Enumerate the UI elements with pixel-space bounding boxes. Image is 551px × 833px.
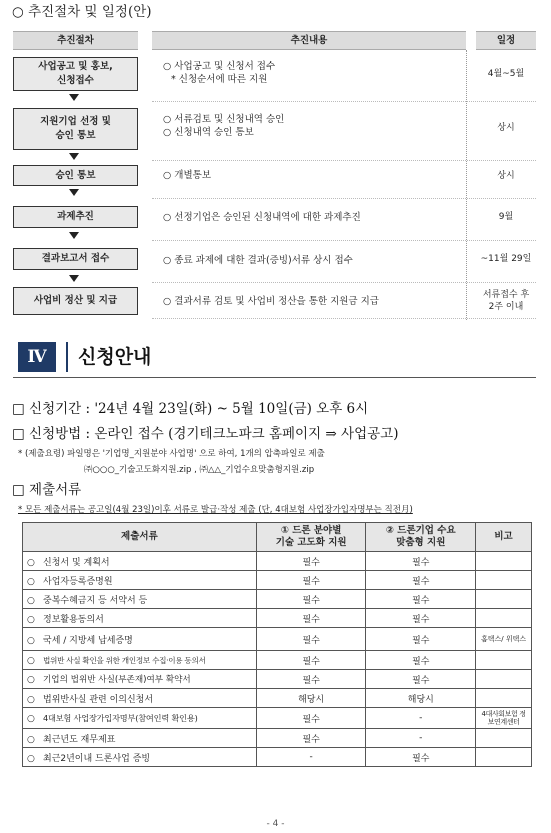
step-box-5: [13, 248, 138, 270]
col2-cell: 필수: [366, 552, 476, 571]
col1-cell: 필수: [256, 651, 366, 670]
doc-name: 4대보험 사업장가입자명부(참여인력 확인용): [43, 712, 198, 723]
col1-cell: 필수: [256, 590, 366, 609]
step-2-content-line2: ○ 신청내역 승인 통보: [163, 127, 254, 138]
remark-cell: [476, 670, 532, 689]
step-2-line2: 승인 통보: [55, 130, 96, 141]
col1-cell: 해당시: [256, 689, 366, 708]
doc-name: 국세 / 지방세 납세증명: [43, 635, 133, 646]
application-method: □ 신청방법 : 온라인 접수 (경기테크노파크 홈페이지 ⇒ 사업공고): [12, 426, 399, 442]
schedule-separator: [466, 50, 467, 320]
step-box-3: [13, 165, 138, 186]
doc-name: 법위반 사실 확인을 위한 개인정보 수집·이용 동의서: [43, 655, 206, 665]
row-divider: [152, 160, 536, 161]
header-col1-line2: 기술 고도화 지원: [275, 537, 347, 548]
step-1-line1: 사업공고 및 홍보,: [38, 61, 113, 72]
step-4-line1: 과제추진: [57, 211, 94, 222]
table-row: [23, 708, 532, 729]
step-2-content-line1: ○ 서류검토 및 신청내역 승인: [163, 114, 285, 125]
remark-cell: [476, 552, 532, 571]
remark-cell: 4대사회보험 정보연계센터: [476, 708, 532, 729]
doc-name: 중복수혜금지 등 서약서 등: [43, 595, 148, 606]
down-arrow-icon: [69, 153, 79, 160]
col1-cell: 필수: [256, 670, 366, 689]
down-arrow-icon: [69, 275, 79, 282]
col2-cell: 해당시: [366, 689, 476, 708]
step-5-schedule: ~11월 29일: [480, 254, 532, 264]
step-5-content: ○ 종료 과제에 대한 결과(증빙)서류 상시 접수: [163, 255, 353, 266]
col1-cell: 필수: [256, 628, 366, 651]
down-arrow-icon: [69, 232, 79, 239]
step-5-line1: 결과보고서 접수: [41, 253, 110, 264]
remark-cell: [476, 590, 532, 609]
table-row: [23, 748, 532, 767]
step-4-content: ○ 선정기업은 승인된 신청내역에 대한 과제추진: [163, 212, 361, 223]
doc-name: 기업의 법위반 사실(부존재)여부 확약서: [43, 675, 191, 685]
table-row: [23, 552, 532, 571]
step-box-4: [13, 206, 138, 228]
down-arrow-icon: [69, 189, 79, 196]
doc-name-cell: ○ 국세 / 지방세 납세증명: [23, 628, 257, 651]
col1-cell: 필수: [256, 729, 366, 748]
doc-name: 사업자등록증명원: [43, 576, 113, 587]
remark-cell: [476, 651, 532, 670]
section-underline: [13, 377, 536, 378]
table-row: [23, 689, 532, 708]
step-2-content: [163, 113, 284, 139]
header-col2-line2: 맞춤형 지원: [396, 537, 446, 548]
doc-name-cell: ○ 4대보험 사업장가입자명부(참여인력 확인용): [23, 708, 257, 729]
step-1-content: [163, 60, 275, 86]
step-6-schedule-line1: 서류접수 후: [482, 290, 530, 300]
col2-cell: 필수: [366, 748, 476, 767]
row-divider: [152, 318, 536, 319]
remark-cell: [476, 609, 532, 628]
remark-cell: 홈택스/ 위택스: [476, 628, 532, 651]
step-6-line1: 사업비 정산 및 지급: [33, 295, 118, 306]
doc-name-cell: ○ 법위반사실 관련 이의신청서: [23, 689, 257, 708]
remark-cell: [476, 571, 532, 590]
row-divider: [152, 240, 536, 241]
step-3-content: ○ 개별통보: [163, 170, 212, 181]
doc-name-cell: ○ 법위반 사실 확인을 위한 개인정보 수집·이용 동의서: [23, 651, 257, 670]
header-col1-line1: ① 드론 분야별: [280, 525, 342, 536]
doc-name-cell: ○ 최근2년이내 드론사업 증빙: [23, 748, 257, 767]
remark-cell: [476, 748, 532, 767]
step-2-line1: 지원기업 선정 및: [40, 116, 111, 127]
step-6-content: ○ 결과서류 검토 및 사업비 정산을 통한 지원금 지급: [163, 296, 379, 307]
col2-cell: -: [366, 729, 476, 748]
section-divider: [66, 342, 68, 372]
col1-cell: 필수: [256, 708, 366, 729]
row-divider: [152, 282, 536, 283]
table-row: [23, 571, 532, 590]
step-2-schedule: 상시: [497, 123, 515, 133]
filename-example: ㈜○○○_기술고도화지원.zip , ㈜△△_기업수요맞춤형지원.zip: [84, 465, 315, 475]
step-4-schedule: 9월: [498, 212, 514, 222]
application-period: □ 신청기간 : '24년 4월 23일(화) ~ 5월 10일(금) 오후 6시: [12, 401, 369, 417]
header-schedule: 일정: [476, 31, 536, 50]
doc-name-cell: ○ 신청서 및 계획서: [23, 552, 257, 571]
col2-cell: 필수: [366, 651, 476, 670]
doc-name: 법위반사실 관련 이의신청서: [43, 694, 154, 705]
step-1-content-line2: * 신청순서에 따른 지원: [171, 74, 268, 85]
section-number-badge: Ⅳ: [18, 342, 56, 372]
step-3-schedule: 상시: [497, 170, 515, 181]
col2-cell: 필수: [366, 670, 476, 689]
submission-note: * (제출요령) 파일명은 '기업명_지원분야 사업명' 으로 하여, 1개의 압축파일로 제출: [18, 449, 325, 459]
col1-cell: -: [256, 748, 366, 767]
table-header-row: [23, 523, 532, 552]
header-content: 추진내용: [152, 31, 466, 50]
header-col2: [366, 523, 476, 552]
step-box-2: [13, 108, 138, 150]
down-arrow-icon: [69, 94, 79, 101]
step-1-content-line1: ○ 사업공고 및 신청서 접수: [163, 61, 276, 72]
table-row: [23, 651, 532, 670]
doc-name-cell: ○ 사업자등록증명원: [23, 571, 257, 590]
header-remark: 비고: [476, 523, 532, 552]
step-3-line1: 승인 통보: [55, 169, 96, 181]
table-row: [23, 670, 532, 689]
doc-name-cell: ○ 기업의 법위반 사실(부존재)여부 확약서: [23, 670, 257, 689]
doc-name-cell: ○ 최근년도 재무제표: [23, 729, 257, 748]
remark-cell: [476, 729, 532, 748]
doc-name-cell: ○ 중복수혜금지 등 서약서 등: [23, 590, 257, 609]
step-1-schedule: 4월~5월: [487, 69, 525, 79]
table-row: [23, 609, 532, 628]
doc-name: 최근년도 재무제표: [43, 734, 116, 745]
documents-table: [22, 522, 532, 767]
step-1-line2: 신청접수: [57, 75, 94, 86]
col2-cell: 필수: [366, 628, 476, 651]
doc-name: 정보활용동의서: [43, 614, 104, 625]
table-row: [23, 590, 532, 609]
col1-cell: 필수: [256, 609, 366, 628]
docs-note: * 모든 제출서류는 공고일(4월 23일)이후 서류로 발급·작성 제출 (단, 4대보험 사업장가입자명부는 직전月): [18, 505, 413, 515]
table-row: [23, 628, 532, 651]
step-6-schedule-line2: 2주 이내: [488, 302, 524, 312]
docs-heading: □ 제출서류: [12, 482, 82, 498]
step-box-6: [13, 287, 138, 315]
header-doc-name: 제출서류: [23, 523, 257, 552]
col2-cell: 필수: [366, 571, 476, 590]
section-4-title: 신청안내: [78, 346, 152, 368]
doc-name-cell: ○ 정보활용동의서: [23, 609, 257, 628]
step-box-1: [13, 57, 138, 91]
col2-cell: 필수: [366, 590, 476, 609]
col2-cell: -: [366, 708, 476, 729]
col1-cell: 필수: [256, 571, 366, 590]
page-number: - 4 -: [266, 819, 285, 829]
row-divider: [152, 198, 536, 199]
table-row: [23, 729, 532, 748]
header-col1: [256, 523, 366, 552]
header-step: 추진절차: [13, 31, 138, 50]
header-col2-line1: ② 드론기업 수요: [385, 525, 456, 536]
col2-cell: 필수: [366, 609, 476, 628]
section-title: ○ 추진절차 및 일정(안): [12, 4, 152, 20]
remark-cell: [476, 689, 532, 708]
step-6-schedule: [476, 287, 536, 315]
doc-name: 신청서 및 계획서: [43, 557, 110, 568]
doc-name: 최근2년이내 드론사업 증빙: [43, 753, 151, 764]
row-divider: [152, 101, 536, 102]
col1-cell: 필수: [256, 552, 366, 571]
